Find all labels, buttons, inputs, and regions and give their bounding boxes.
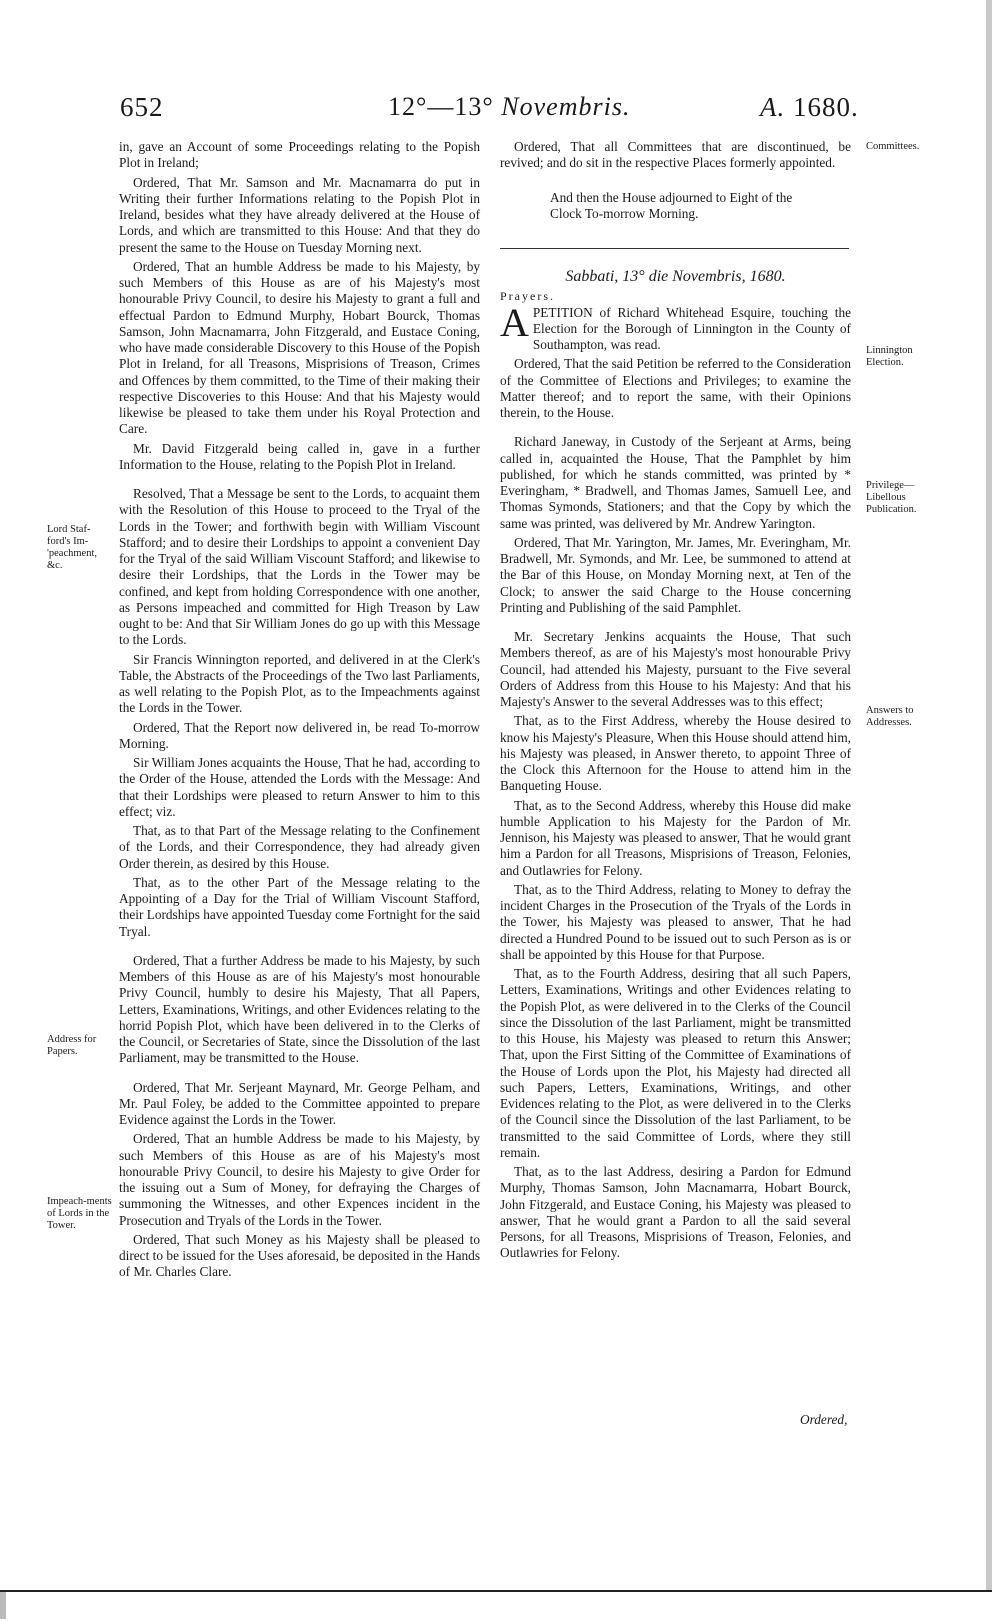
margin-note-answers: Answers to Addresses. (866, 705, 914, 728)
paragraph-janeway-order: Ordered, That Mr. Yarington, Mr. James, Mr. Everingham, Mr. Bradwell, Mr. Symonds, and Mr. Lee, be summoned to attend at the Bar of this House, on Monday Morning next, at Ten of the Clock; to answer the said Charge to the House concerning Printing and Publishing of the said Pamphlet. (500, 534, 851, 615)
paragraph: That, as to that Part of the Message relating to the Confinement of the Lords, and their Correspondence, they had already given Order therein, as desired by this House. (119, 823, 480, 871)
paragraph-petition (500, 299, 851, 354)
paragraph: Ordered, That an humble Address be made to his Majesty, by such Members of this House as are of his Majesty's most honourable Privy Council, to desire his Majesty to give Order for the issuing out a Sum of Money, for defraying the Charges of summoning the Witnesses, and other Expences incident in the Prosecution and Tryals of the Lords in the Tower. (119, 1131, 480, 1228)
paragraph: Ordered, That the Report now delivered in, be read To-morrow Morning. (119, 719, 480, 751)
page-bottom-border (0, 1590, 992, 1621)
paragraph: Ordered, That Mr. Serjeant Maynard, Mr. George Pelham, and Mr. Paul Foley, be added to the Committee appointed to prepare Evidence against the Lords in the Tower. (119, 1079, 480, 1127)
paragraph: Ordered, That an humble Address be made to his Majesty, by such Members of this House as are of his Majesty's most honourable Privy Council, to desire his Majesty to grant a full and effectual Pardon to Edmund Murphy, Hobart Bourck, Thomas Samson, John Macnamarra, John Fitzgerald, and Eustace Coning, who have made considerable Discovery to this House of the Popish Plot in Ireland, for all Treasons, Misprisions of Treason, Crimes and Offences by them committed, to the Time of their making their respective Discoveries to this House: And that his Majesty would likewise be pleased to take them under his Royal Protection and Care. (119, 258, 480, 437)
paragraph: in, gave an Account of some Proceedings relating to the Popish Plot in Ireland; (119, 139, 480, 171)
paragraph: Ordered, That such Money as his Majesty shall be pleased to direct to be issued for the Uses aforesaid, be deposited in the Hands of Mr. Charles Clare. (119, 1231, 480, 1280)
header-year (760, 92, 859, 132)
paragraph-third-address: That, as to the Third Address, relating to Money to defray the incident Charges in the Prosecution of the Tryals of the Lords in the Tower, his Majesty was pleased to answer, That he had directed a Hundred Pound to be issued out to such Person as is or shall be appointed by this House for that Purpose. (500, 881, 851, 962)
prayers-heading: Prayers. (500, 289, 555, 304)
adjournment: And then the House adjourned to Eight of the Clock To-morrow Morning. (550, 189, 793, 221)
header-date (388, 92, 630, 132)
paragraph-second-address: That, as to the Second Address, whereby this House did make humble Application to his Majesty for the Pardon of Mr. Jennison, his Majesty was pleased to answer, That he would grant him a Pardon for all Treasons, Misprisions of Treason, Felonies, and Outlawries for Felony. (500, 797, 851, 878)
margin-note-lord-stafford: Lord Staf-ford's Im-'peachment, &c. (47, 524, 97, 571)
paragraph: Mr. David Fitzgerald being called in, gave in a further Information to the House, relating to the Popish Plot in Ireland. (119, 440, 480, 472)
margin-note-address-papers: Address for Papers. (47, 1034, 97, 1057)
right-column (500, 139, 851, 1265)
scan-edge (986, 0, 992, 1590)
margin-note-linnington: Linnington Election. (866, 345, 913, 368)
left-column (119, 139, 480, 1284)
paragraph-janeway: Richard Janeway, in Custody of the Serjeant at Arms, being called in, acquainted the House, That the Pamphlet by him published, for which he stands committed, was printed by * Everingham, * Bradwell, and Thomas James, Samuell Lee, and Thomas Symonds, Stationers; and that the Copy by which the same was printed, was delivered by Mr. Andrew Yarington. (500, 434, 851, 531)
drop-capital: A (500, 299, 529, 345)
paragraph-petition-order: Ordered, That the said Petition be referred to the Consideration of the Committee of Elections and Privileges; to examine the Matter thereof; and to report the same, with their Opinions therein, to the House. (500, 356, 851, 420)
page-number: 652 (120, 92, 164, 122)
day-heading: Sabbati, 13° die Novembris, 1680. (565, 268, 786, 285)
margin-note-privilege: Privilege—Libellous Publication. (866, 480, 917, 515)
paragraph-last-address: That, as to the last Address, desiring a Pardon for Edmund Murphy, Thomas Samson, John Macnamarra, Hobart Bourck, John Fitzgerald, and Eustace Coning, his Majesty was pleased to answer, That he would grant a Pardon to all the said several Persons, for all Treasons, Misprisions of Treason, Felonies, and Outlawries for Felony. (500, 1164, 851, 1261)
header-date-range: 12°—13° (388, 92, 494, 121)
paragraph-first-address: That, as to the First Address, whereby the House desired to know his Majesty's Pleasure, When this House should attend him, his Majesty was pleased, in Answer thereto, to appoint Three of the Clock this Afternoon for the House to attend him in the Banqueting House. (500, 713, 851, 794)
petition-text: PETITION of Richard Whitehead Esquire, touching the Election for the Borough of Linnington in the County of Southampton, was read. (532, 304, 851, 352)
header-month: Novembris. (501, 92, 631, 121)
paragraph: Sir Francis Winnington reported, and delivered in at the Clerk's Table, the Abstracts of the Proceedings of the Two last Parliaments, as well relating to the Popish Plot, as to the Impeachments against the Lords in the Tower. (119, 651, 480, 716)
paragraph-committees: Ordered, That all Committees that are discontinued, be revived; and do sit in the respective Places formerly appointed. (500, 139, 851, 171)
paragraph: That, as to the other Part of the Message relating to the Appointing of a Day for the Trial of William Viscount Stafford, their Lordships have appointed Tuesday come Fortnight for the said Tryal. (119, 874, 480, 939)
margin-note-impeachments: Impeach-ments of Lords in the Tower. (47, 1196, 112, 1231)
paragraph: Ordered, That a further Address be made to his Majesty, by such Members of this House as are of his Majesty's most honourable Privy Council, humbly to desire his Majesty, That all Papers, Letters, Examinations, Writings, and other Evidences relating to the horrid Popish Plot, which have been delivered in to the Clerks of the Council, or Secretaries of State, since the Dissolution of the last Parliament, may be transmitted to the House. (119, 952, 480, 1066)
paragraph: Ordered, That Mr. Samson and Mr. Macnamarra do put in Writing their further Informations relating to the Popish Plot in Ireland, besides what they have already delivered at the House of Lords, and which are transmitted to this House: And that they do present the same to the House on Tuesday Morning next. (119, 174, 480, 255)
scan-corner (0, 1592, 6, 1619)
paragraph: Sir William Jones acquaints the House, That he had, according to the Order of the House, attended the Lords with the Message: And that their Lordships were pleased to return Answer to him to this effect; viz. (119, 755, 480, 819)
header-year-value: 1680. (793, 92, 859, 122)
margin-note-committees: Committees. (866, 141, 920, 152)
section-divider (500, 248, 849, 249)
paragraph-jenkins: Mr. Secretary Jenkins acquaints the House, That such Members thereof, as are of his Majesty's most honourable Privy Council, had attended his Majesty, pursuant to the Five several Orders of Address from this House to his Majesty: And that his Majesty's Answer to the several Addresses was to this effect; (500, 629, 851, 709)
paragraph-fourth-address: That, as to the Fourth Address, desiring that all such Papers, Letters, Examinations, Writings and other Evidences relating to the Popish Plot, as were delivered in to the Clerks of the Council since the Dissolution of the last Parliament, might be transmitted to this House, his Majesty was pleased to return this Answer; That, upon the First Sitting of the Committee of Examinations of the House of Lords upon the Plot, his Majesty had directed all such Papers, Letters, Examinations, Writings, and other Evidences relating to the Plot, as were delivered in to the Clerks of the Council since the Dissolution of the last Parliament, to be transmitted to the said Committee of Lords, where they still remain. (500, 966, 851, 1160)
paragraph: Resolved, That a Message be sent to the Lords, to acquaint them with the Resolution of this House to proceed to the Tryal of the Lords in the Tower; and forthwith begin with William Viscount Stafford; and to desire their Lordships to appoint a convenient Day for the Tryal of the said William Viscount Stafford; and likewise to desire their Lordships, that the Lords in the Tower may be confined, and kept from holding Correspondence with one another, as Persons impeached and committed for High Treason by Law ought to be: And that Sir William Jones do go up with this Message to the Lords. (119, 486, 480, 648)
header-year-prefix: A. (760, 92, 786, 122)
catchword: Ordered, (800, 1412, 848, 1427)
